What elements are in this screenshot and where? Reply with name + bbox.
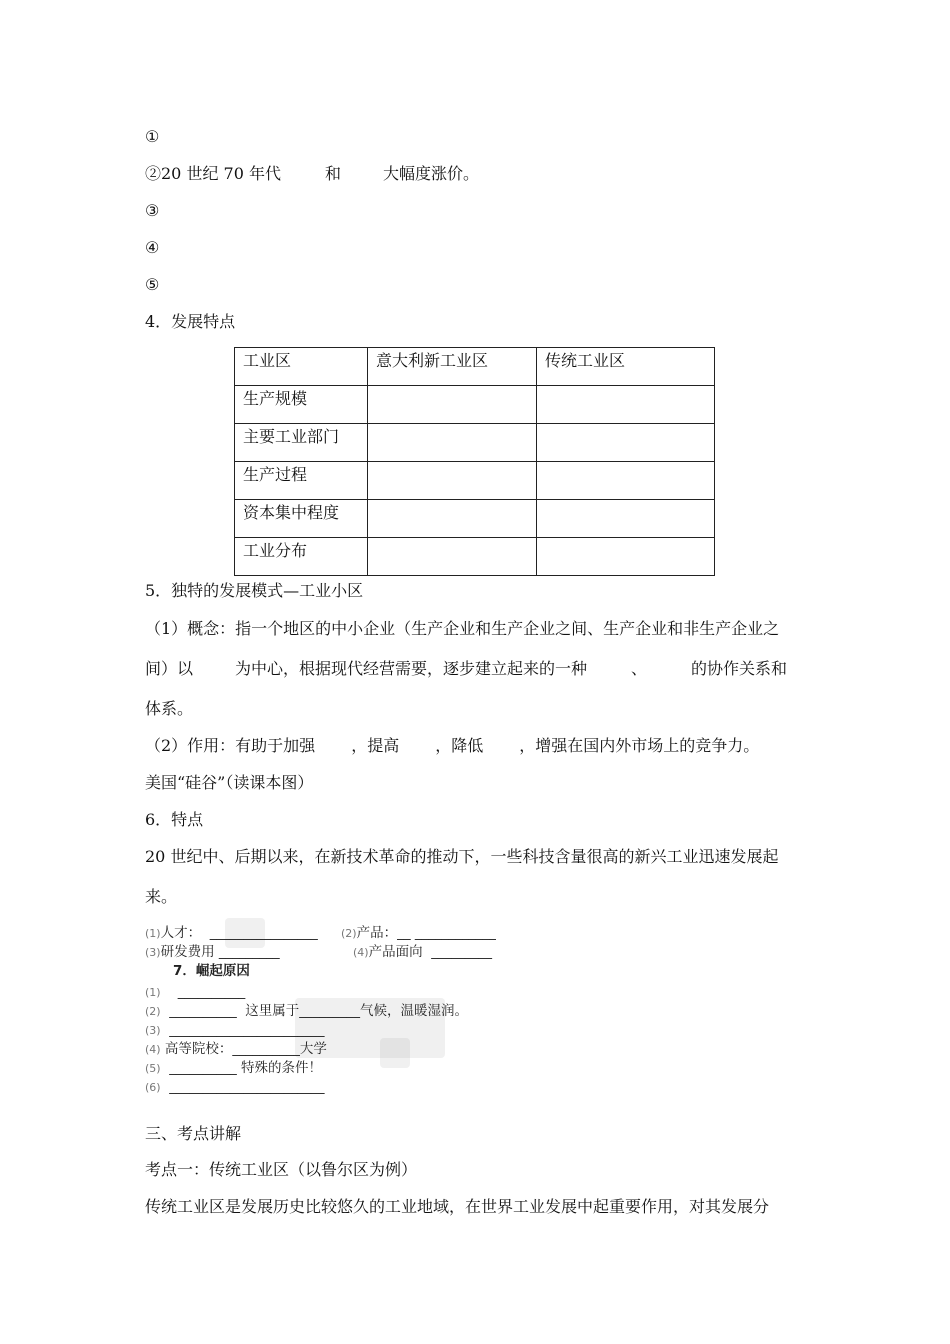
section-7-title: 7．崛起原因 [173, 963, 250, 979]
market-blank[interactable]: _________ [431, 944, 492, 960]
product-label: 产品： [356, 925, 398, 941]
scan-row-product [341, 925, 496, 942]
concept-line-3: 体系。 [145, 699, 194, 718]
role-d: ，增强在国内外市场上的竞争力。 [519, 736, 760, 755]
row-label: 工业分布 [235, 538, 368, 576]
scan-row-market [353, 944, 492, 961]
concept-2b: 为中心，根据现代经营需要，逐步建立起来的一种 [235, 659, 588, 678]
point-1-text: 传统工业区是发展历史比较悠久的工业地域，在世界工业发展中起重要作用，对其发展分 [145, 1197, 770, 1216]
scan-num: (4) [353, 946, 369, 959]
reason-1 [145, 984, 245, 1001]
table-header: 工业区 [235, 348, 368, 386]
reason-6 [145, 1079, 324, 1096]
table-row [235, 424, 715, 462]
scan-num: (4) [145, 1043, 161, 1056]
section-3-title: 三、考点讲解 [145, 1124, 242, 1143]
role-line [145, 736, 759, 756]
reason-2 [145, 1003, 468, 1020]
talent-label: 人才： [160, 925, 202, 941]
list-item-1: ① [145, 127, 160, 146]
list-item-5: ⑤ [145, 275, 160, 294]
reason-5-text: 特殊的条件！ [240, 1060, 322, 1076]
list-item-4: ④ [145, 238, 160, 257]
scan-row-rd [145, 944, 280, 961]
scan-num: (5) [145, 1062, 161, 1075]
role-a: （2）作用：有助于加强 [145, 736, 316, 755]
row-label: 资本集中程度 [235, 500, 368, 538]
answer-cell[interactable] [537, 424, 715, 462]
concept-2d: 的协作关系和 [691, 659, 788, 678]
scan-num: (2) [341, 927, 357, 940]
scan-smudge [380, 1038, 410, 1068]
reason-4 [145, 1041, 327, 1058]
table-header: 传统工业区 [537, 348, 715, 386]
section-6-title: 6．特点 [145, 810, 204, 829]
row-label: 主要工业部门 [235, 424, 368, 462]
rd-blank[interactable]: _________ [218, 944, 280, 960]
reason-3 [145, 1022, 324, 1039]
answer-cell[interactable] [368, 424, 537, 462]
table-row [235, 462, 715, 500]
answer-cell[interactable] [537, 386, 715, 424]
scan-row-talent [145, 925, 318, 942]
scan-num: (1) [145, 986, 161, 999]
row-label: 生产规模 [235, 386, 368, 424]
reason-2-blank[interactable]: __________ [169, 1003, 237, 1019]
role-c: ，降低 [435, 736, 484, 755]
list-item-2 [145, 164, 479, 184]
reason-6-blank[interactable]: _______________________ [169, 1079, 325, 1095]
answer-cell[interactable] [368, 462, 537, 500]
concept-line-2 [145, 659, 787, 679]
reason-3-blank[interactable]: _______________________ [169, 1022, 325, 1038]
table-row [235, 538, 715, 576]
silicon-heading: 美国“硅谷”（读课本图） [145, 773, 314, 792]
reason-1-blank[interactable]: __________ [177, 984, 246, 1000]
section-4-title: 4．发展特点 [145, 312, 236, 331]
reason-5 [145, 1060, 322, 1077]
table-header-row [235, 348, 715, 386]
answer-cell[interactable] [368, 500, 537, 538]
reason-2-blank2[interactable]: _________ [299, 1003, 361, 1019]
reason-5-blank[interactable]: __________ [169, 1060, 237, 1076]
answer-cell[interactable] [537, 462, 715, 500]
scanned-exercise [145, 918, 545, 1098]
product-blank[interactable]: __ ____________ [397, 925, 496, 941]
scan-num: (2) [145, 1005, 161, 1018]
scan-num: (3) [145, 1024, 161, 1037]
list-item-3: ③ [145, 201, 160, 220]
market-label: 产品面向 [368, 944, 423, 960]
concept-2c: 、 [631, 659, 648, 678]
point-1-title: 考点一：传统工业区（以鲁尔区为例） [145, 1160, 418, 1179]
talent-blank[interactable]: ________________ [209, 925, 318, 941]
reason-4-text-a: 高等院校： [164, 1041, 233, 1057]
reason-2-text-b: 气候，温暖湿润。 [360, 1003, 469, 1019]
answer-cell[interactable] [537, 500, 715, 538]
scan-num: (3) [145, 946, 161, 959]
scan-num: (6) [145, 1081, 161, 1094]
reason-2-text-a: 这里属于 [245, 1003, 300, 1019]
table-header: 意大利新工业区 [368, 348, 537, 386]
answer-cell[interactable] [368, 538, 537, 576]
reason-4-blank[interactable]: __________ [232, 1041, 300, 1057]
table-row [235, 500, 715, 538]
list-item-2-a: ②20 世纪 70 年代 [145, 164, 281, 183]
section-5-title: 5．独特的发展模式—工业小区 [145, 581, 364, 600]
list-item-2-b: 和 [324, 164, 341, 183]
rd-label: 研发费用 [160, 944, 215, 960]
role-b: ，提高 [351, 736, 400, 755]
features-table [234, 347, 715, 576]
section-6-text-2: 来。 [145, 887, 178, 906]
row-label: 生产过程 [235, 462, 368, 500]
table-row [235, 386, 715, 424]
concept-line-1: （1）概念：指一个地区的中小企业（生产企业和生产企业之间、生产企业和非生产企业之 [145, 619, 780, 638]
scan-num: (1) [145, 927, 161, 940]
section-6-text-1: 20 世纪中、后期以来，在新技术革命的推动下，一些科技含量很高的新兴工业迅速发展起 [145, 847, 779, 866]
answer-cell[interactable] [368, 386, 537, 424]
reason-4-text-b: 大学 [299, 1041, 327, 1057]
concept-2a: 间）以 [145, 659, 194, 678]
list-item-2-c: 大幅度涨价。 [383, 164, 480, 183]
answer-cell[interactable] [537, 538, 715, 576]
